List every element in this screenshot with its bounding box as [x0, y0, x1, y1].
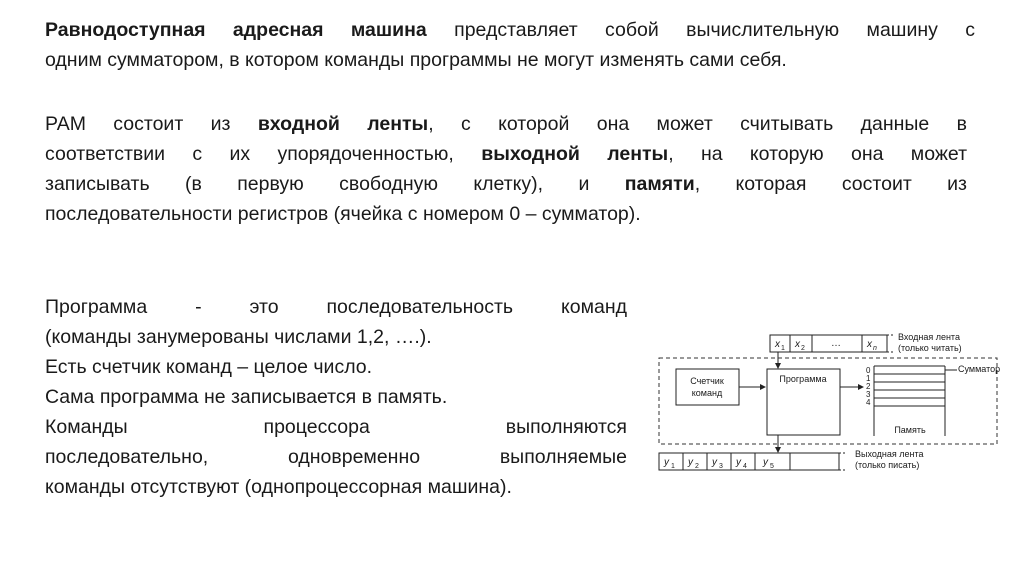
- output-tape-note: (только писать): [855, 460, 920, 470]
- p1-line-1: Равнодоступная адресная машина представляет собой вычислительную машину с: [45, 19, 975, 41]
- output-sub-5: 5: [770, 463, 774, 470]
- output-cell-3: y: [712, 457, 717, 468]
- memory-index-4: 4: [866, 398, 871, 407]
- output-tape-label: Выходная лента: [855, 449, 924, 459]
- input-sub-2: 2: [801, 345, 805, 352]
- p3-line-4: Сама программа не записывается в память.: [45, 386, 448, 408]
- input-sub-n: n: [873, 345, 877, 352]
- p2-line-3: записывать (в первую свободную клетку), и памяти, которая состоит из: [45, 173, 967, 195]
- p2-line-2: соответствии с их упорядоченностью, выходной ленты, на которую она может: [45, 143, 967, 165]
- memory-label: Память: [894, 425, 926, 435]
- p3-line-6: последовательно, одновременно выполняемые: [45, 446, 627, 468]
- input-arrow-head: [775, 363, 781, 369]
- p2-line-1: РАМ состоит из входной ленты, с которой она может считывать данные в: [45, 113, 967, 135]
- output-cell-1: y: [664, 457, 669, 468]
- output-sub-4: 4: [743, 463, 747, 470]
- output-arrow-head: [775, 447, 781, 453]
- memory-index-0: 0: [866, 366, 871, 375]
- counter-label-2: команд: [691, 388, 723, 398]
- output-sub-2: 2: [695, 463, 699, 470]
- output-sub-3: 3: [719, 463, 723, 470]
- program-memory-arrow-head: [858, 384, 864, 390]
- counter-arrow-head: [760, 384, 766, 390]
- accumulator-label: Сумматор: [958, 364, 1001, 374]
- input-cell-n: x: [867, 339, 872, 350]
- input-cell-1: x: [775, 339, 780, 350]
- term-ram: Равнодоступная адресная машина: [45, 19, 427, 41]
- output-cell-4: y: [736, 457, 741, 468]
- p3-line-2: (команды занумерованы числами 1,2, ….).: [45, 326, 432, 348]
- p2-line-4: последовательности регистров (ячейка с номером 0 – сумматор).: [45, 203, 641, 225]
- instruction-counter-box: [676, 369, 739, 405]
- program-label: Программа: [779, 374, 827, 384]
- memory-index-1: 1: [866, 374, 871, 383]
- machine-boundary: [659, 358, 997, 444]
- ram-diagram: [655, 326, 1005, 474]
- paragraph-program: [45, 292, 627, 502]
- p3-line-3: Есть счетчик команд – целое число.: [45, 356, 373, 378]
- counter-label-1: Счетчик: [690, 376, 724, 386]
- term-output-tape: выходной ленты: [481, 143, 669, 165]
- paragraph-structure: [45, 109, 967, 229]
- output-cell-5: y: [763, 457, 768, 468]
- input-sub-1: 1: [781, 345, 785, 352]
- p3-line-7: команды отсутствуют (однопроцессорная машина).: [45, 476, 512, 498]
- p3-line-1: Программа - это последовательность команд: [45, 296, 627, 318]
- paragraph-definition: [45, 15, 975, 75]
- input-tape-note: (только читать): [898, 343, 962, 353]
- p1-line-2: одним сумматором, в котором команды программы не могут изменять сами себя.: [45, 49, 787, 71]
- input-cell-ellipsis: …: [831, 338, 841, 349]
- input-cell-2: x: [795, 339, 800, 350]
- memory-index-2: 2: [866, 382, 871, 391]
- p3-line-5: Команды процессора выполняются: [45, 416, 627, 438]
- term-memory: памяти: [624, 173, 695, 195]
- output-sub-1: 1: [671, 463, 675, 470]
- term-input-tape: входной ленты: [257, 113, 429, 135]
- memory-index-3: 3: [866, 390, 871, 399]
- input-tape-label: Входная лента: [898, 332, 960, 342]
- output-cell-2: y: [688, 457, 693, 468]
